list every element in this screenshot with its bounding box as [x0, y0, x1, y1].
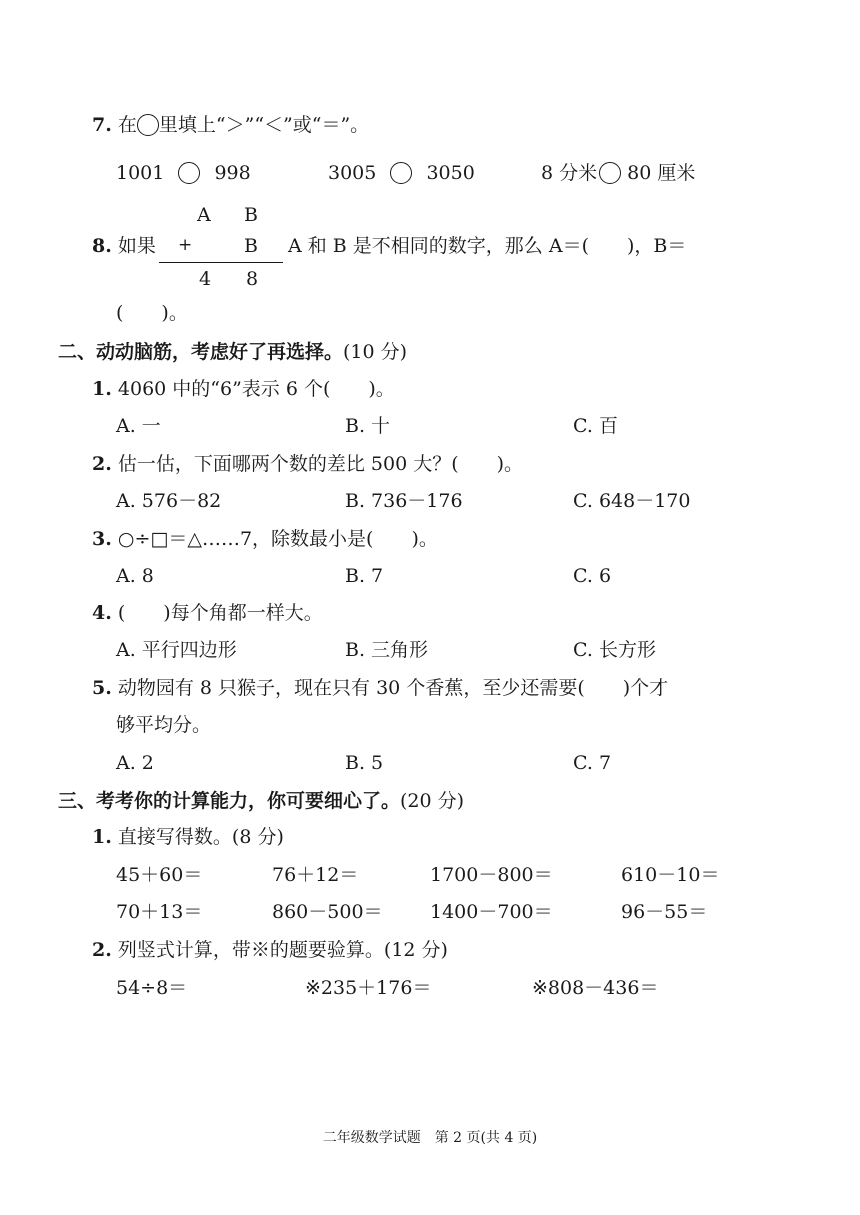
- s3-q1-text: 直接写得数。: [117, 826, 232, 848]
- section3-points: (20 分): [400, 790, 465, 812]
- q7-number: 7.: [92, 114, 112, 136]
- q8-top-a: A: [197, 204, 211, 226]
- s2-q3-text: ○÷□＝△……7，除数最小是( )。: [117, 528, 438, 550]
- s2-q5-text: 动物园有 8 只猴子，现在只有 30 个香蕉，至少还需要( )个才: [117, 677, 669, 699]
- s2-q5-text-cont: 够平均分。: [116, 714, 212, 736]
- s2-q4-option-a[interactable]: A. 平行四边形: [116, 639, 237, 661]
- section2-points: (10 分): [343, 341, 408, 363]
- q8-sum-line: [159, 262, 283, 263]
- calc-r2-c1: 70＋13＝: [116, 901, 203, 923]
- calc-r2-c2: 860－500＝: [272, 901, 383, 923]
- q8-number: 8.: [92, 235, 112, 257]
- s2-q2: [92, 455, 523, 474]
- calc-r1-c1: 45＋60＝: [116, 864, 203, 886]
- q8-text: A 和 B 是不相同的数字，那么 A＝( )，B＝: [288, 235, 687, 257]
- calc-r2-c4: 96－55＝: [621, 901, 708, 923]
- s2-q3-option-a[interactable]: A. 8: [116, 565, 154, 587]
- s2-q5-option-a[interactable]: A. 2: [116, 752, 154, 774]
- s2-q1-option-a[interactable]: A. 一: [116, 415, 161, 437]
- q7-item-1-left: 1001: [116, 162, 165, 184]
- calc-r1-c3: 1700－800＝: [430, 864, 553, 886]
- page-footer: 二年级数学试题 第 2 页(共 4 页): [322, 1130, 538, 1146]
- s2-q1-option-b[interactable]: B. 十: [345, 415, 391, 437]
- q7-item-1: [116, 162, 251, 184]
- q7-item-3-right: 80 厘米: [627, 162, 696, 184]
- q8-plus: +: [178, 235, 193, 255]
- q8-top-b: B: [244, 204, 258, 226]
- q8-continuation: ( )。: [116, 302, 188, 324]
- s3-q2: [92, 941, 448, 960]
- q7-text-b: 里填上“＞”“＜”或“＝”。: [158, 114, 370, 136]
- vertical-calc-3: ※808－436＝: [532, 977, 659, 999]
- q7-item-3: [541, 162, 695, 184]
- q8-sum-8: 8: [246, 268, 259, 290]
- s2-q5-option-c[interactable]: C. 7: [573, 752, 612, 774]
- s2-q2-text: 估一估，下面哪两个数的差比 500 大？( )。: [117, 453, 524, 475]
- s2-q2-number: 2.: [92, 453, 112, 475]
- s2-q3-option-b[interactable]: B. 7: [345, 565, 384, 587]
- q7-item-3-left: 8 分米: [541, 162, 598, 184]
- q8-prefix: 如果: [117, 235, 156, 257]
- s3-q2-text: 列竖式计算，带※的题要验算。: [117, 939, 384, 961]
- s3-q1-number: 1.: [92, 826, 112, 848]
- q7-item-2-right: 3050: [426, 162, 475, 184]
- s2-q1-option-c[interactable]: C. 百: [573, 415, 618, 437]
- s2-q5: [92, 679, 668, 698]
- s2-q2-option-c[interactable]: C. 648－170: [573, 490, 691, 512]
- q7-item-1-right: 998: [214, 162, 251, 184]
- q7-text-a: 在: [117, 114, 137, 136]
- s2-q4: [92, 604, 323, 623]
- section3-heading: [58, 792, 464, 811]
- answer-circle-1[interactable]: [178, 162, 200, 184]
- vertical-calc-1: 54÷8＝: [116, 977, 188, 999]
- s2-q4-number: 4.: [92, 602, 112, 624]
- calc-r1-c4: 610－10＝: [621, 864, 720, 886]
- s2-q3-option-c[interactable]: C. 6: [573, 565, 612, 587]
- answer-circle-3[interactable]: [599, 162, 621, 184]
- q8-mid-b: B: [244, 235, 258, 257]
- s3-q1: [92, 828, 284, 847]
- s2-q5-option-b[interactable]: B. 5: [345, 752, 384, 774]
- s2-q4-text: ( )每个角都一样大。: [117, 602, 323, 624]
- s3-q2-points: (12 分): [383, 939, 448, 961]
- s2-q5-number: 5.: [92, 677, 112, 699]
- q7-item-2-left: 3005: [328, 162, 377, 184]
- q8-stem-prefix: [92, 237, 156, 256]
- s2-q2-option-a[interactable]: A. 576－82: [116, 490, 222, 512]
- s3-q2-number: 2.: [92, 939, 112, 961]
- q8-sum-4: 4: [199, 268, 212, 290]
- s2-q2-option-b[interactable]: B. 736－176: [345, 490, 463, 512]
- section2-heading: [58, 343, 407, 362]
- s2-q1: [92, 380, 395, 399]
- vertical-calc-2: ※235＋176＝: [305, 977, 432, 999]
- q7-item-2: [328, 162, 475, 184]
- s2-q3: [92, 530, 438, 549]
- calc-r2-c3: 1400－700＝: [430, 901, 553, 923]
- s3-q1-points: (8 分): [231, 826, 284, 848]
- q7-stem: [92, 114, 369, 136]
- s2-q3-number: 3.: [92, 528, 112, 550]
- answer-circle-2[interactable]: [390, 162, 412, 184]
- s2-q1-number: 1.: [92, 378, 112, 400]
- section3-title: 三、考考你的计算能力，你可要细心了。: [58, 790, 401, 812]
- calc-r1-c2: 76＋12＝: [272, 864, 359, 886]
- compare-circle-icon: [137, 114, 159, 136]
- s2-q4-option-b[interactable]: B. 三角形: [345, 639, 429, 661]
- section2-title: 二、动动脑筋，考虑好了再选择。: [58, 341, 344, 363]
- s2-q4-option-c[interactable]: C. 长方形: [573, 639, 656, 661]
- s2-q1-text: 4060 中的“6”表示 6 个( )。: [117, 378, 395, 400]
